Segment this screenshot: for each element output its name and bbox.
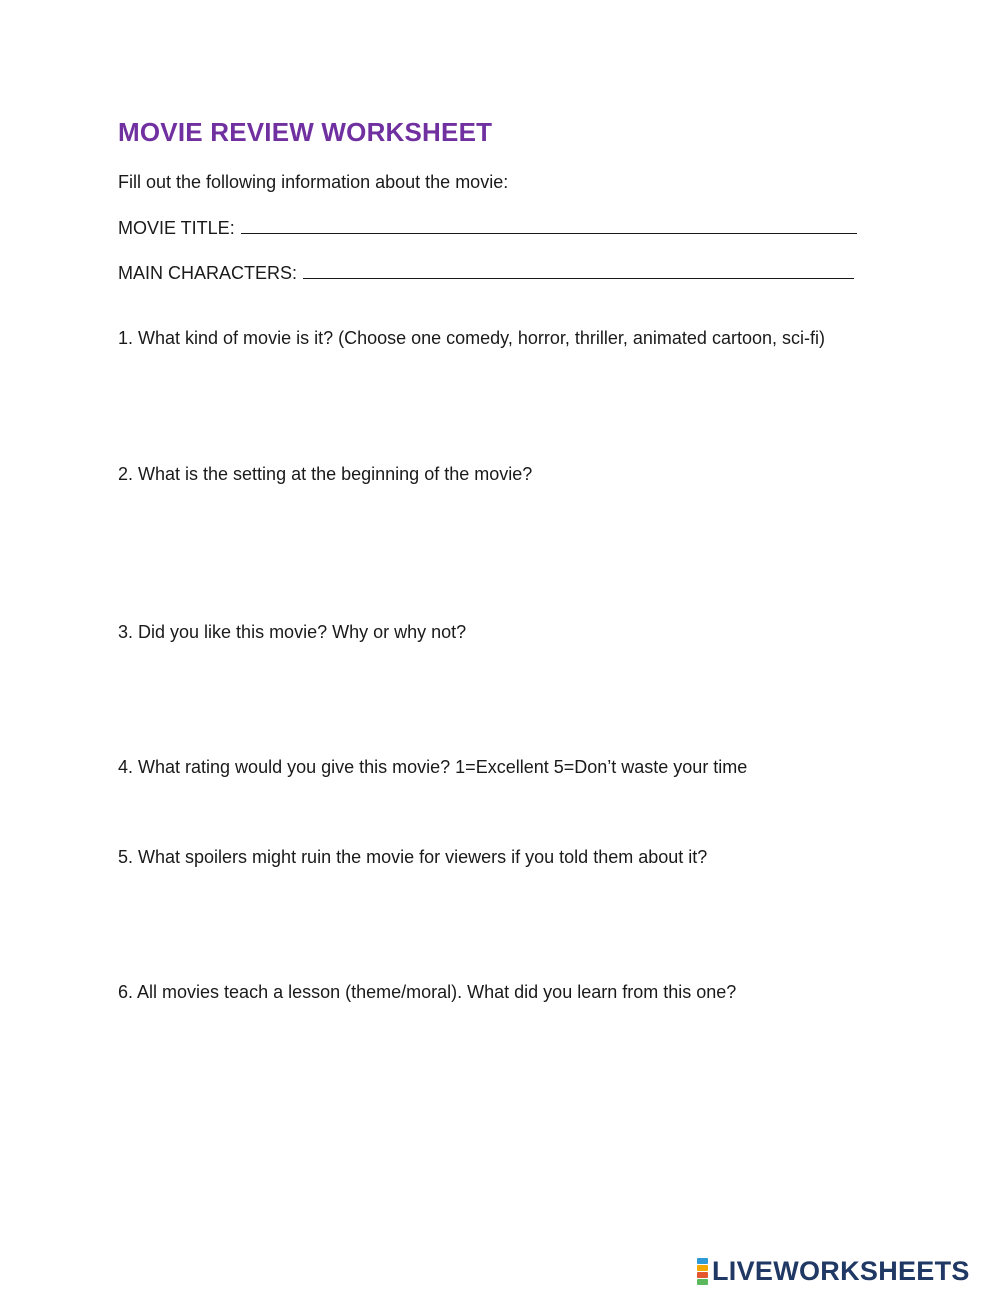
question-4: 4. What rating would you give this movie? 1=Excellent 5=Don’t waste your time <box>118 757 748 777</box>
logo-mark-icon <box>697 1258 708 1285</box>
logo-block <box>697 1258 708 1264</box>
page-title: MOVIE REVIEW WORKSHEET <box>118 117 493 147</box>
logo-block <box>697 1265 708 1271</box>
logo-text: LIVEWORKSHEETS <box>712 1256 970 1286</box>
question-2: 2. What is the setting at the beginning of the movie? <box>118 464 533 484</box>
question-1: 1. What kind of movie is it? (Choose one comedy, horror, thriller, animated cartoon, sci-fi) <box>118 328 825 348</box>
question-6: 6. All movies teach a lesson (theme/moral). What did you learn from this one? <box>118 982 737 1002</box>
logo-block <box>697 1272 708 1278</box>
main-characters-label: MAIN CHARACTERS: <box>118 263 298 283</box>
main-characters-field <box>118 261 854 285</box>
liveworksheets-logo <box>697 1257 970 1285</box>
movie-title-field <box>118 216 857 240</box>
logo-block <box>697 1279 708 1285</box>
main-characters-blank[interactable] <box>303 261 854 279</box>
question-3: 3. Did you like this movie? Why or why not? <box>118 622 467 642</box>
question-5: 5. What spoilers might ruin the movie for viewers if you told them about it? <box>118 847 708 867</box>
movie-title-blank[interactable] <box>241 216 857 234</box>
movie-title-label: MOVIE TITLE: <box>118 218 235 238</box>
intro-text: Fill out the following information about the movie: <box>118 172 509 192</box>
